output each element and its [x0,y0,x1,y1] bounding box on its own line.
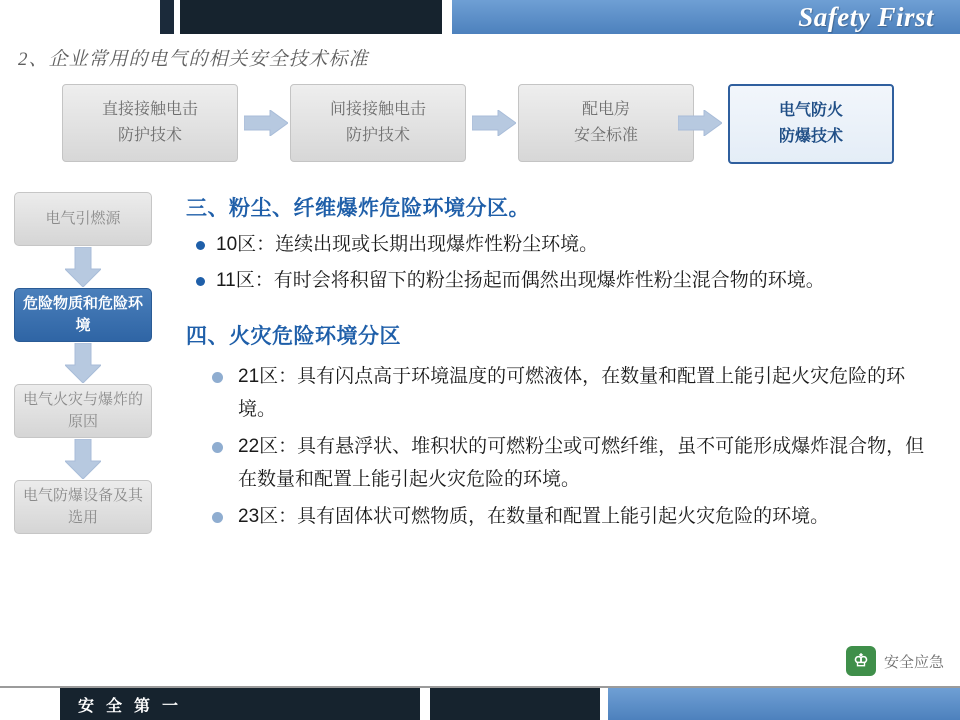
flow-step-2-line1: 间接接触电击 [329,101,426,118]
left-flow-item-3-label: 电气火灾与爆炸的原因 [22,391,143,430]
footer-banner [0,688,960,720]
list-item [186,228,942,262]
header-title: Safety First [798,2,934,32]
flow-arrow-down-icon-3 [14,438,152,480]
section-4-heading: 四、火灾危险环境分区 [186,325,401,348]
main-content [186,192,942,537]
list-item-text: 21区：具有闪点高于环境温度的可燃液体，在数量和配置上能引起火灾危险的环境。 [238,366,906,420]
flow-arrow-down-icon-1 [14,246,152,288]
flow-arrow-right-icon-2 [472,110,516,136]
flow-arrow-right-icon-1 [244,110,288,136]
flow-step-2-line2: 防护技术 [345,127,410,144]
footer-seg-blue [608,688,960,720]
list-item-text: 10区：连续出现或长期出现爆炸性粉尘环境。 [216,234,599,255]
top-banner-seg-dark-2 [180,0,442,34]
flow-step-4-line1: 电气防火 [778,102,843,119]
footer-seg-dark-2 [430,688,600,720]
flow-step-1[interactable] [62,84,238,162]
bullet-dot-icon [196,277,205,286]
list-item-text: 11区：有时会将积留下的粉尘扬起而偶然出现爆炸性粉尘混合物的环境。 [216,270,825,291]
top-banner [0,0,960,34]
left-flow-item-1-label: 电气引燃源 [45,210,121,227]
list-item [204,500,942,533]
left-flow-item-1[interactable] [14,192,152,246]
section-3-bullet-list [186,228,942,298]
flow-step-1-line1: 直接接触电击 [101,101,198,118]
top-process-flow [62,84,892,168]
list-item [204,430,942,496]
left-flow-item-2-label: 危险物质和危险环境 [22,295,143,334]
flow-step-3-line2: 安全标准 [573,127,638,144]
bullet-dot-icon [212,372,223,383]
flow-step-3-line1: 配电房 [581,101,630,118]
left-flow-item-3[interactable] [14,384,152,438]
bullet-dot-icon [196,241,205,250]
list-item-text: 22区：具有悬浮状、堆积状的可燃粉尘或可燃纤维，虽不可能形成爆炸混合物，但在数量和配置上能引起火灾危险的环境。 [238,436,925,490]
flow-step-2[interactable] [290,84,466,162]
section-4-bullet-list [186,360,942,533]
flow-step-3[interactable] [518,84,694,162]
left-nav-flow [14,192,156,534]
top-banner-seg-dark-1 [160,0,174,34]
top-banner-seg-white-3 [442,0,452,34]
bullet-dot-icon [212,442,223,453]
watermark-label: 安全应急 [883,653,944,671]
left-flow-item-4[interactable] [14,480,152,534]
flow-arrow-down-icon-2 [14,342,152,384]
flow-arrow-right-icon-3 [678,110,722,136]
left-flow-item-2-active[interactable] [14,288,152,342]
flow-step-1-line2: 防护技术 [117,127,182,144]
watermark [846,646,944,676]
flow-step-4-active[interactable] [728,84,894,164]
shield-icon: ♔ [846,646,876,676]
footer-seg-white-2 [420,688,430,720]
left-flow-item-4-label: 电气防爆设备及其选用 [22,487,143,526]
list-item-text: 23区：具有固体状可燃物质，在数量和配置上能引起火灾危险的环境。 [238,506,830,527]
bullet-dot-icon [212,512,223,523]
section-3-heading: 三、粉尘、纤维爆炸危险环境分区。 [186,197,530,220]
list-item [186,264,942,298]
footer-seg-white-3 [600,688,608,720]
section-heading: 2、企业常用的电气的相关安全技术标准 [18,49,369,70]
list-item [204,360,942,426]
flow-step-4-line2: 防爆技术 [778,128,843,145]
footer-text: 安 全 第 一 [78,698,183,715]
top-banner-seg-white-1 [0,0,160,34]
footer-seg-white-1 [0,688,60,720]
